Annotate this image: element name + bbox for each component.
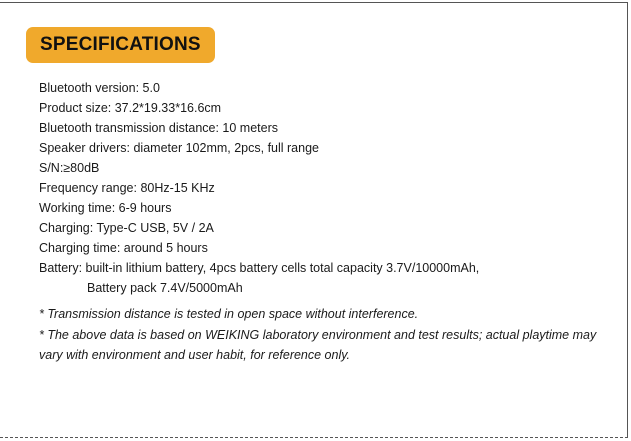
- spec-signal-noise: S/N:≥80dB: [39, 161, 100, 175]
- spec-transmission-distance: Bluetooth transmission distance: 10 meters: [39, 121, 279, 135]
- spec-charging: Charging: Type-C USB, 5V / 2A: [39, 221, 214, 235]
- footnotes: [39, 304, 619, 366]
- spec-speaker-drivers: Speaker drivers: diameter 102mm, 2pcs, full range: [39, 141, 319, 155]
- section-heading: SPECIFICATIONS: [40, 34, 201, 55]
- spec-product-size: Product size: 37.2*19.33*16.6cm: [39, 101, 222, 115]
- spec-list: [39, 78, 619, 298]
- spec-charging-time: Charging time: around 5 hours: [39, 241, 208, 255]
- spec-battery: Battery: built-in lithium battery, 4pcs battery cells total capacity 3.7V/10000mAh,: [39, 261, 480, 275]
- note-transmission: * Transmission distance is tested in open space without interference.: [39, 307, 419, 321]
- specifications-badge: [26, 27, 215, 63]
- spec-working-time: Working time: 6-9 hours: [39, 201, 172, 215]
- spec-bluetooth-version: Bluetooth version: 5.0: [39, 81, 160, 95]
- spec-battery-pack: Battery pack 7.4V/5000mAh: [87, 281, 243, 295]
- note-laboratory: * The above data is based on WEIKING laboratory environment and test results; actual playtime may vary with environment and user habit, for reference only.: [39, 328, 597, 362]
- spec-frequency-range: Frequency range: 80Hz-15 KHz: [39, 181, 215, 195]
